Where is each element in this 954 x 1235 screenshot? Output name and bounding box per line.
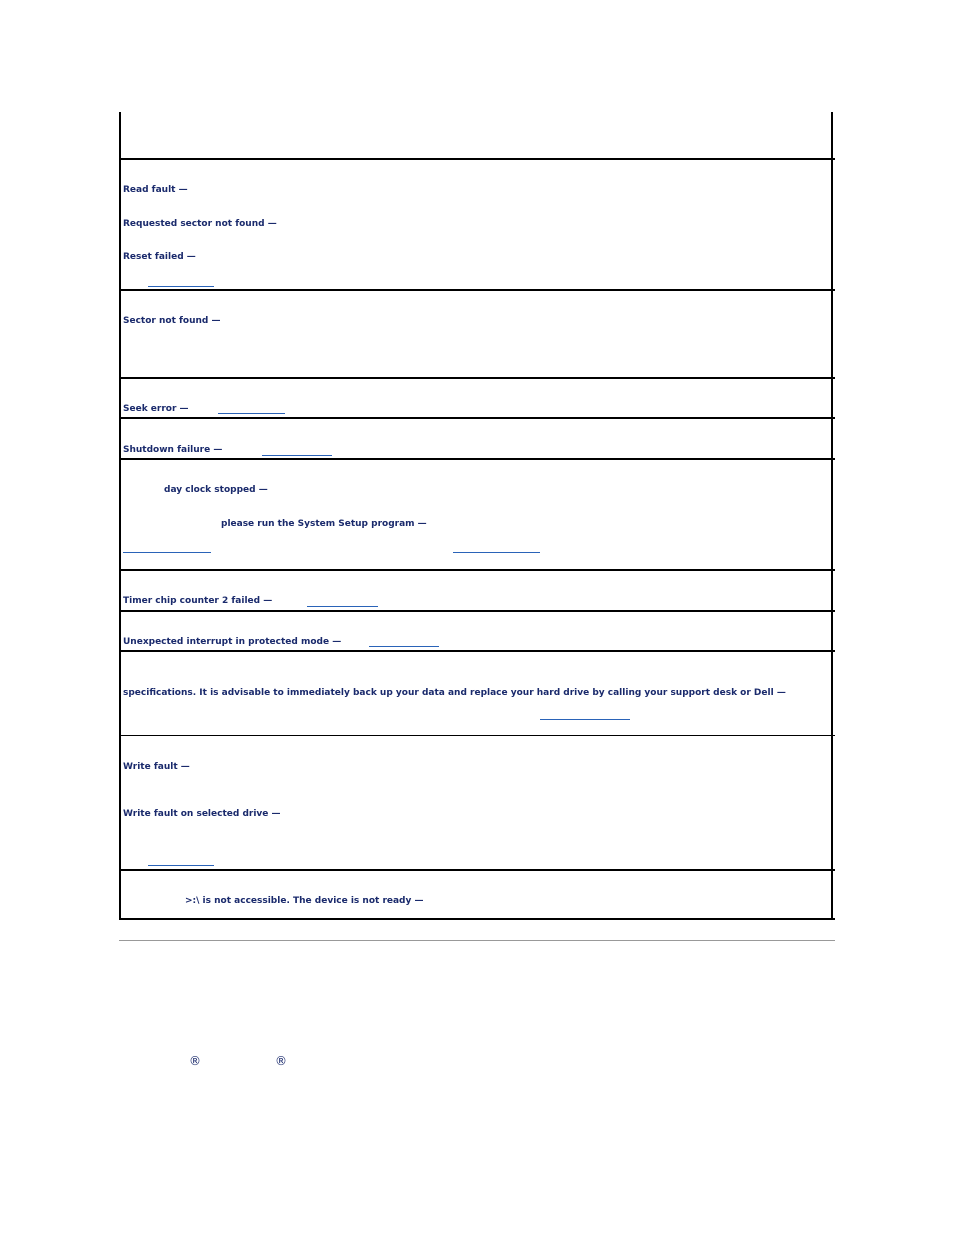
sector-not-found-message: Sector not found — bbox=[123, 316, 221, 326]
reset-failed-message: Reset failed — bbox=[123, 252, 196, 262]
cross-reference-link[interactable] bbox=[123, 552, 211, 553]
write-fault-message: Write fault — bbox=[123, 762, 190, 772]
row-divider bbox=[119, 289, 835, 291]
cross-reference-link[interactable] bbox=[218, 413, 285, 414]
unexpected-interrupt-message: Unexpected interrupt in protected mode — bbox=[123, 637, 342, 647]
shutdown-failure-message: Shutdown failure — bbox=[123, 445, 223, 455]
specifications-message: specifications. It is advisable to immediately back up your data and replace your hard drive by calling your support desk or Dell — bbox=[123, 688, 786, 698]
read-fault-message: Read fault — bbox=[123, 185, 188, 195]
row-divider bbox=[119, 869, 835, 871]
table-bottom-border bbox=[119, 918, 835, 920]
day-clock-message: day clock stopped — bbox=[164, 485, 268, 495]
footer-rule bbox=[119, 940, 835, 941]
cross-reference-link[interactable] bbox=[148, 286, 214, 287]
registered-mark: ® bbox=[275, 1054, 287, 1068]
table-frame bbox=[119, 112, 833, 920]
seek-error-message: Seek error — bbox=[123, 404, 189, 414]
not-accessible-message: >:\ is not accessible. The device is not ready — bbox=[185, 896, 424, 906]
cross-reference-link[interactable] bbox=[262, 455, 332, 456]
requested-sector-message: Requested sector not found — bbox=[123, 219, 277, 229]
cross-reference-link[interactable] bbox=[540, 719, 630, 720]
timer-chip-message: Timer chip counter 2 failed — bbox=[123, 596, 273, 606]
cross-reference-link[interactable] bbox=[453, 552, 540, 553]
write-fault-selected-drive-message: Write fault on selected drive — bbox=[123, 809, 281, 819]
row-divider bbox=[119, 569, 835, 571]
system-setup-message: please run the System Setup program — bbox=[221, 519, 427, 529]
cross-reference-link[interactable] bbox=[148, 865, 214, 866]
row-divider bbox=[119, 650, 835, 652]
row-divider bbox=[119, 417, 835, 419]
cross-reference-link[interactable] bbox=[307, 606, 378, 607]
row-divider bbox=[119, 377, 835, 379]
registered-mark: ® bbox=[189, 1054, 201, 1068]
row-divider bbox=[119, 735, 835, 736]
row-divider bbox=[119, 610, 835, 612]
row-divider bbox=[119, 158, 835, 160]
cross-reference-link[interactable] bbox=[369, 646, 439, 647]
row-divider bbox=[119, 458, 835, 460]
